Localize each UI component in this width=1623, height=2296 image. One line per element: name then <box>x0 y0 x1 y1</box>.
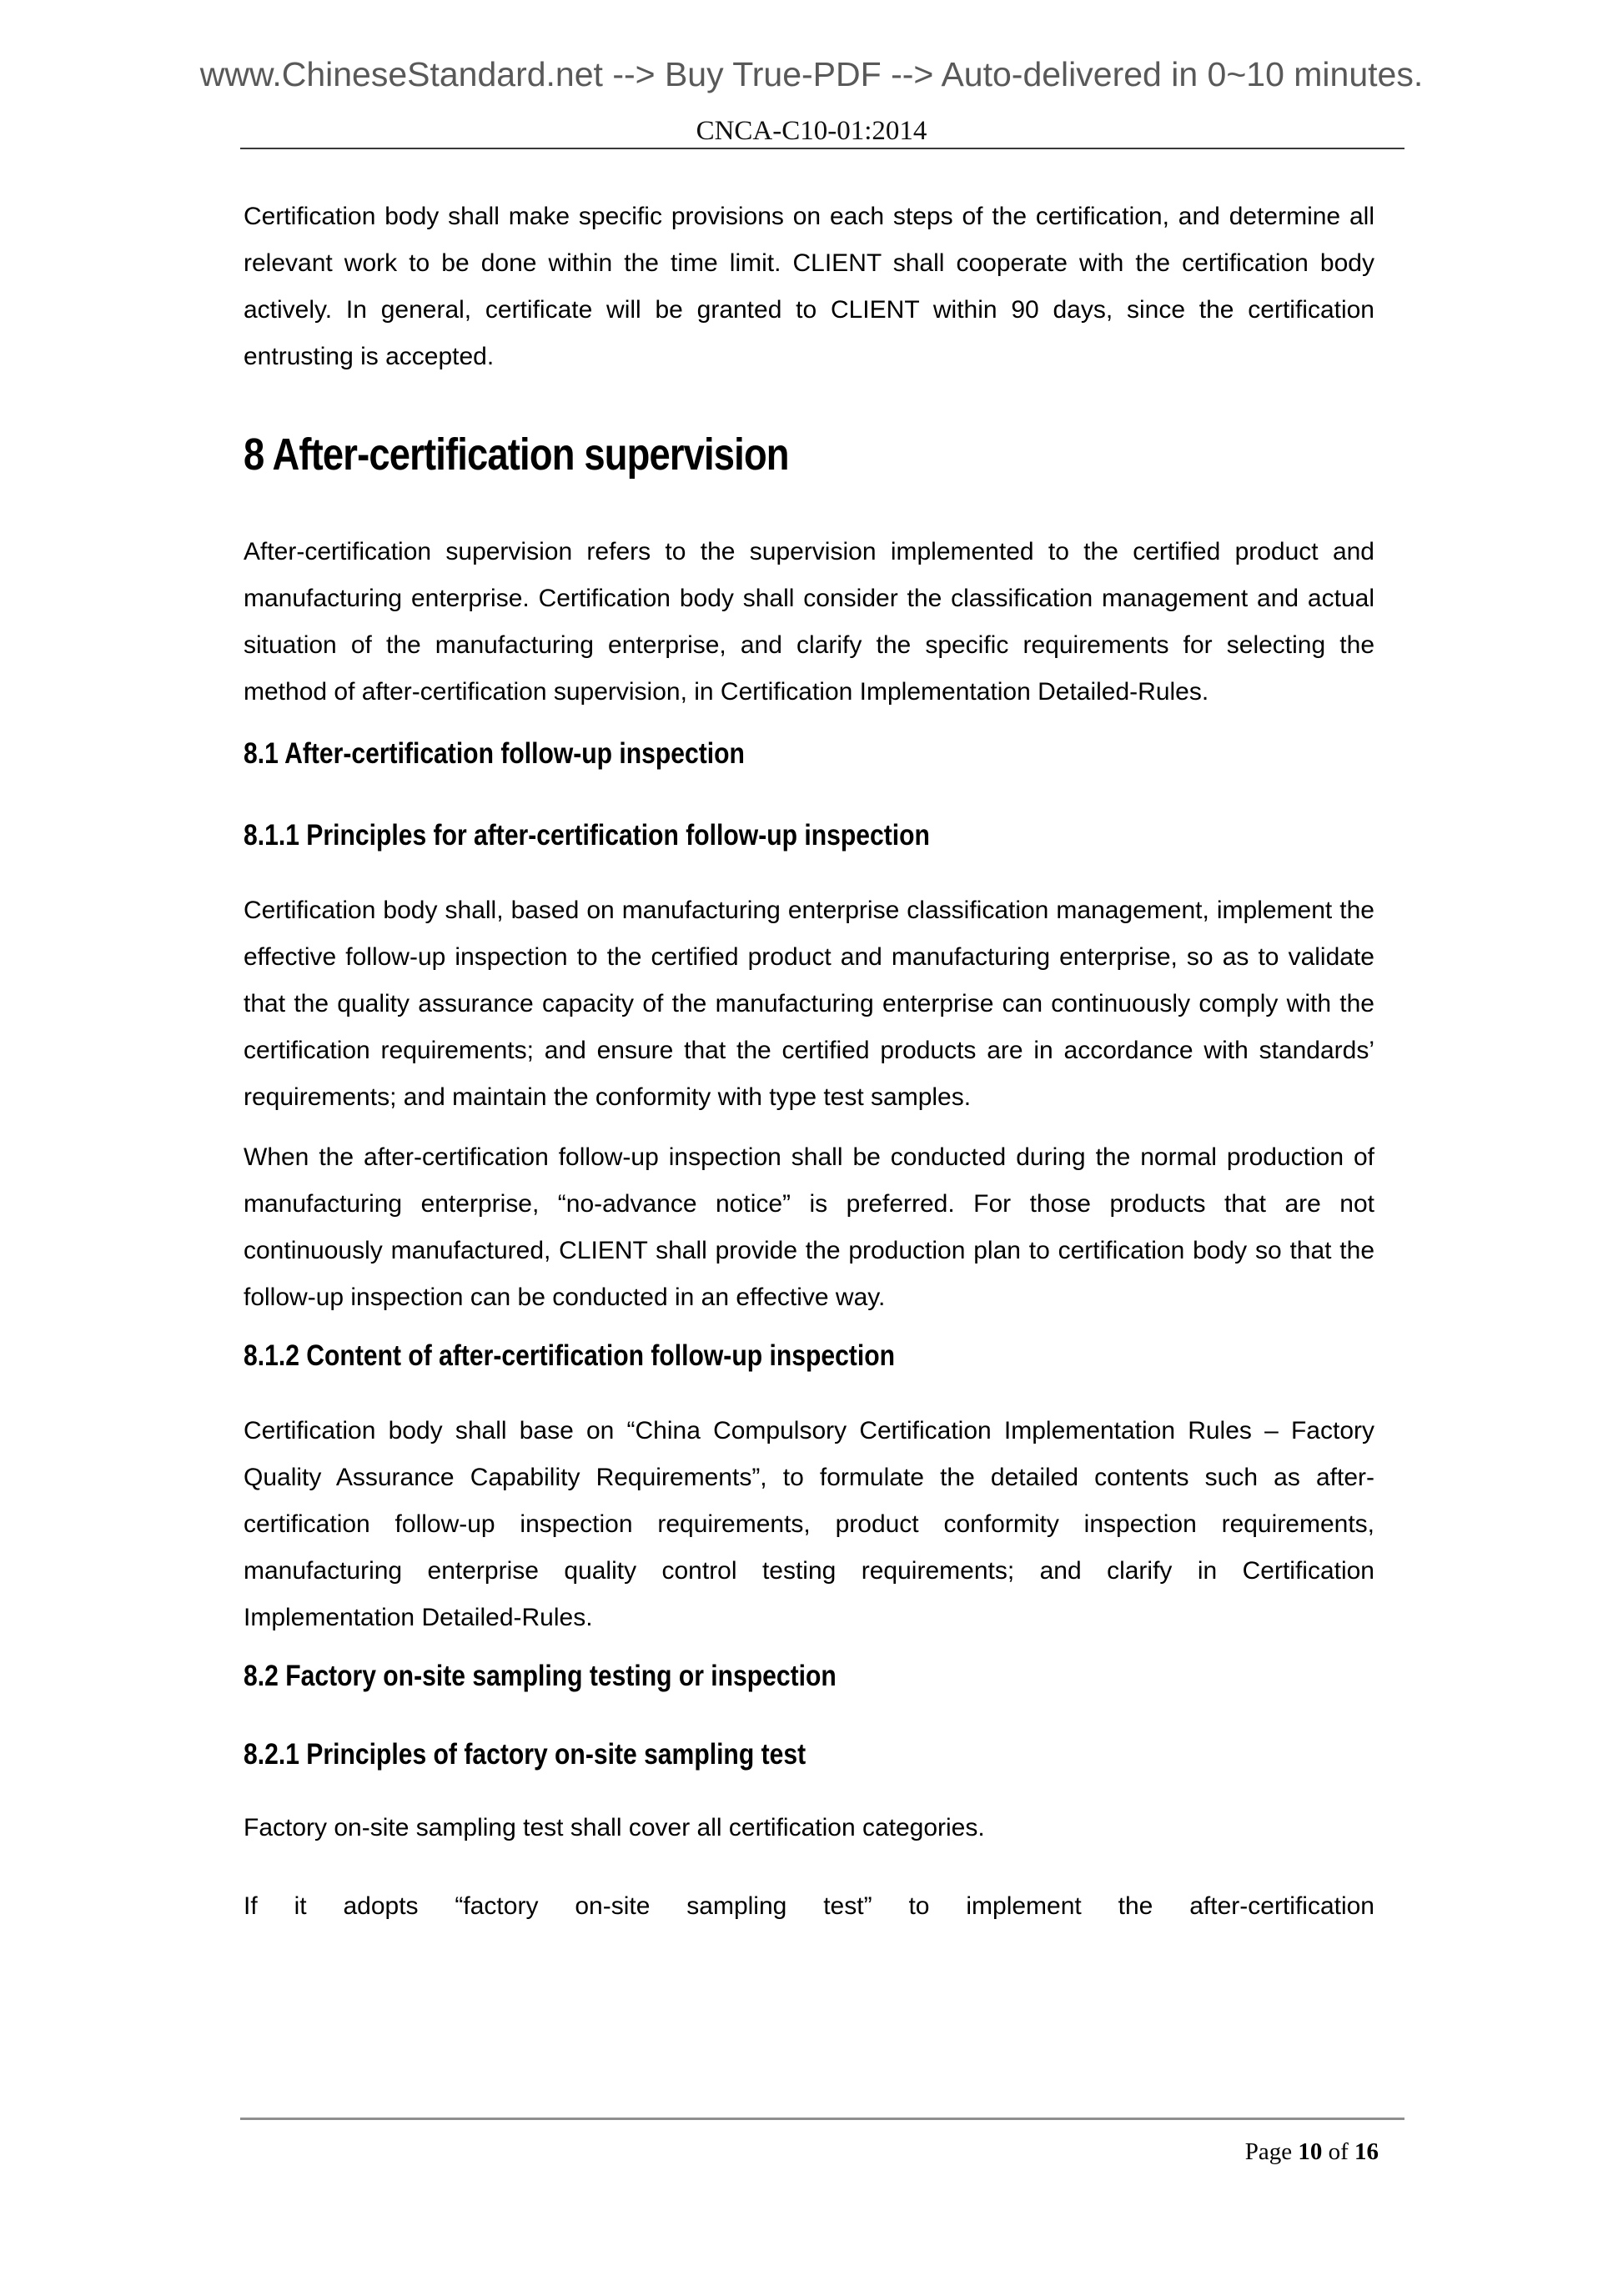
paragraph-supervision-refers: After-certification supervision refers to the supervision implemented to the certified product and manufacturing enterprise. Certification body shall consider the classification management and actual situation of the manufacturing enterprise, and clarify the specific requirements for selecting the method of after-certification supervision, in Certification Implementation Detailed-Rules. <box>244 538 1374 706</box>
heading-8-1-1-principles: 8.1.1 Principles for after-certification follow-up inspection <box>244 819 930 852</box>
document-body <box>244 193 1374 1930</box>
footer-of-label: of <box>1328 2138 1349 2165</box>
heading-8-after-certification-supervision: 8 After-certification supervision <box>244 430 789 480</box>
paragraph-implementation-rules: Certification body shall base on “China Compulsory Certification Implementation Rules – Factory Quality Assurance Capability Requirements”, to formulate the detailed contents such as after-certification follow-up inspection requirements, product conformity inspection requirements, manufacturing enterprise quality control testing requirements; and clarify in Certification Implementation Detailed-Rules. <box>244 1417 1374 1631</box>
paragraph-if-it-adopts: If it adopts “factory on-site sampling test” to implement the after-certification <box>244 1892 1374 1920</box>
heading-8-2-1-principles-sampling: 8.2.1 Principles of factory on-site sampling test <box>244 1738 806 1771</box>
page-footer <box>1245 2135 1379 2168</box>
header-promo-text: www.ChineseStandard.net --> Buy True-PDF --> Auto-delivered in 0~10 minutes. <box>199 55 1424 93</box>
heading-8-1-2-content: 8.1.2 Content of after-certification follow-up inspection <box>244 1339 895 1372</box>
footer-page-total: 16 <box>1354 2138 1379 2165</box>
paragraph-sampling-categories: Factory on-site sampling test shall cover all certification categories. <box>244 1814 985 1841</box>
footer-rule <box>240 2118 1404 2120</box>
paragraph-certification-steps: Certification body shall make specific provisions on each steps of the certification, and determine all relevant work to be done within the time limit. CLIENT shall cooperate with the certification body actively. In general, certificate will be granted to CLIENT within 90 days, since the certification entrusting is accepted. <box>244 203 1374 370</box>
header-rule <box>240 148 1404 149</box>
footer-page-label: Page <box>1244 2138 1293 2165</box>
heading-8-1-follow-up-inspection: 8.1 After-certification follow-up inspection <box>244 737 745 770</box>
paragraph-no-advance-notice: When the after-certification follow-up inspection shall be conducted during the normal production of manufacturing enterprise, “no-advance notice” is preferred. For those products that are not continuously manufactured, CLIENT shall provide the production plan to certification body so that the follow-up inspection can be conducted in an effective way. <box>244 1143 1374 1311</box>
footer-page-number: 10 <box>1298 2138 1323 2165</box>
header-doc-code: CNCA-C10-01:2014 <box>696 116 927 146</box>
paragraph-classification-management: Certification body shall, based on manufacturing enterprise classification management, implement the effective follow-up inspection to the certified product and manufacturing enterprise, so as to validate that the quality assurance capacity of the manufacturing enterprise can continuously comply with the certification requirements; and ensure that the certified products are in accordance with standards’ requirements; and maintain the conformity with type test samples. <box>244 897 1374 1111</box>
heading-8-2-factory-on-site: 8.2 Factory on-site sampling testing or inspection <box>244 1660 837 1692</box>
